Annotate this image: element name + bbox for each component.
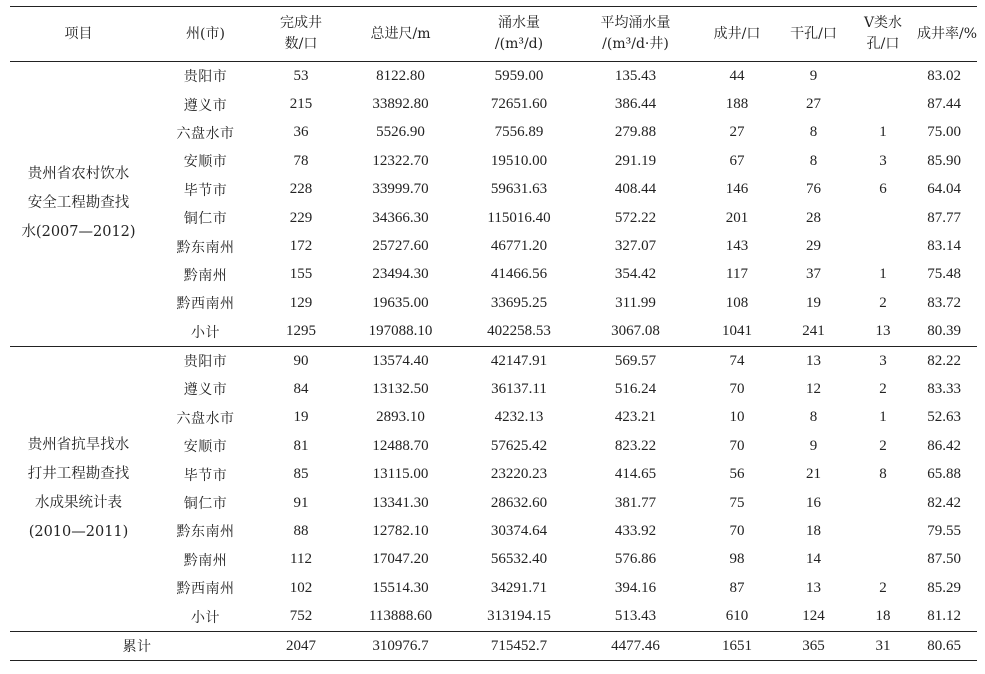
dry-holes-cell: 8 — [809, 152, 818, 169]
dry-holes-cell: 37 — [806, 266, 821, 283]
region-cell: 遵义市 — [183, 97, 228, 114]
water-yield-cell: 115016.40 — [487, 209, 551, 226]
class5-holes-cell: 1 — [879, 266, 887, 283]
water-yield-cell: 57625.42 — [490, 437, 548, 454]
success-rate-cell: 83.33 — [927, 380, 961, 397]
wells-done-cell: 172 — [289, 238, 313, 255]
wells-done-cell: 90 — [293, 352, 309, 369]
class5-holes-cell: 1 — [879, 124, 887, 141]
water-yield-cell: 28632.60 — [490, 494, 548, 511]
header-dry-holes: 干孔/口 — [790, 25, 837, 42]
region-cell: 小计 — [191, 324, 220, 341]
water-yield-cell: 33695.25 — [490, 294, 548, 311]
footage-cell: 13132.50 — [372, 380, 429, 397]
class5-holes-cell: 1 — [879, 409, 887, 426]
success-rate-cell: 52.63 — [927, 409, 961, 426]
footage-cell: 5526.90 — [376, 124, 425, 141]
dry-holes-cell: 21 — [806, 466, 821, 483]
avg-water-yield-cell: 291.19 — [614, 152, 657, 169]
success-rate-cell: 75.00 — [927, 124, 961, 141]
total-water-yield-cell: 715452.7 — [490, 637, 548, 654]
water-yield-cell: 34291.71 — [490, 579, 548, 596]
dry-holes-cell: 241 — [802, 323, 825, 340]
class5-holes-cell: 2 — [879, 437, 887, 454]
dry-holes-cell: 13 — [806, 579, 821, 596]
success-rate-cell: 79.55 — [927, 522, 961, 539]
footage-cell: 113888.60 — [368, 608, 433, 625]
header-wells-ok: 成井/口 — [713, 25, 761, 42]
region-cell: 安顺市 — [183, 154, 228, 171]
wells-ok-cell: 75 — [729, 494, 745, 511]
water-yield-cell: 36137.11 — [491, 380, 547, 397]
wells-ok-cell: 108 — [725, 294, 749, 311]
wells-ok-cell: 10 — [729, 409, 745, 426]
wells-done-cell: 1295 — [286, 323, 316, 340]
avg-water-yield-cell: 311.99 — [615, 294, 656, 311]
total-wells-ok-cell: 1651 — [722, 637, 752, 654]
success-rate-cell: 82.42 — [927, 494, 961, 511]
wells-ok-cell: 74 — [729, 352, 745, 369]
footage-cell: 34366.30 — [372, 209, 429, 226]
header-footage: 总进尺/m — [370, 25, 431, 42]
avg-water-yield-cell: 135.43 — [614, 67, 657, 84]
success-rate-cell: 87.77 — [927, 209, 961, 226]
table-row — [10, 460, 977, 488]
table-row — [10, 62, 977, 91]
region-cell: 铜仁市 — [183, 496, 228, 513]
water-yield-cell: 7556.89 — [494, 124, 544, 141]
success-rate-cell: 87.44 — [927, 96, 961, 113]
table-row — [10, 232, 977, 260]
table-row — [10, 204, 977, 232]
total-label: 累计 — [122, 639, 152, 655]
table-body — [10, 62, 977, 661]
table-row — [10, 375, 977, 403]
footage-cell: 19635.00 — [372, 294, 429, 311]
wells-ok-cell: 146 — [725, 181, 749, 198]
success-rate-cell: 86.42 — [927, 437, 961, 454]
class5-holes-cell — [849, 204, 917, 232]
class5-holes-cell: 13 — [875, 323, 891, 340]
footage-cell: 13115.00 — [372, 466, 429, 483]
avg-water-yield-cell: 386.44 — [614, 96, 657, 113]
region-cell: 黔南州 — [183, 552, 228, 569]
avg-water-yield-cell: 394.16 — [614, 579, 657, 596]
avg-water-yield-cell: 408.44 — [614, 181, 657, 198]
water-yield-cell: 4232.13 — [494, 409, 544, 426]
dry-holes-cell: 18 — [806, 522, 821, 539]
class5-holes-cell — [849, 517, 917, 545]
project-name-cell: 贵州省农村饮水 安全工程勘查找 水(2007—2012) — [21, 166, 136, 241]
table-row — [10, 346, 977, 375]
avg-water-yield-cell: 423.21 — [614, 409, 657, 426]
header-success-rate: 成井率/% — [917, 25, 978, 42]
success-rate-cell: 87.50 — [927, 551, 961, 568]
table-row — [10, 574, 977, 602]
wells-done-cell: 228 — [289, 181, 313, 198]
footage-cell: 33892.80 — [372, 96, 429, 113]
water-yield-cell: 30374.64 — [490, 522, 548, 539]
avg-water-yield-cell: 576.86 — [614, 551, 657, 568]
wells-ok-cell: 87 — [729, 579, 745, 596]
table-row — [10, 517, 977, 545]
class5-holes-cell: 2 — [879, 380, 887, 397]
avg-water-yield-cell: 414.65 — [614, 466, 657, 483]
header-wells-done: 完成井 数/口 — [280, 15, 322, 52]
region-cell: 安顺市 — [183, 439, 228, 456]
wells-done-cell: 85 — [293, 466, 309, 483]
class5-holes-cell: 6 — [879, 181, 887, 198]
table-row — [10, 489, 977, 517]
wells-done-cell: 229 — [289, 209, 313, 226]
region-cell: 贵阳市 — [183, 354, 228, 371]
wells-done-cell: 36 — [293, 124, 309, 141]
footage-cell: 197088.10 — [368, 323, 433, 340]
wells-ok-cell: 1041 — [722, 323, 752, 340]
dry-holes-cell: 16 — [806, 494, 821, 511]
water-yield-cell: 42147.91 — [490, 352, 548, 369]
class5-holes-cell: 2 — [879, 579, 887, 596]
class5-holes-cell — [849, 489, 917, 517]
footage-cell: 33999.70 — [372, 181, 429, 198]
wells-ok-cell: 188 — [725, 96, 749, 113]
class5-holes-cell: 3 — [879, 352, 887, 369]
avg-water-yield-cell: 354.42 — [614, 266, 657, 283]
dry-holes-cell: 29 — [806, 238, 821, 255]
total-wells-done-cell: 2047 — [286, 637, 316, 654]
header-water-yield: 涌水量 /(m³/d) — [494, 15, 544, 52]
region-cell: 铜仁市 — [183, 211, 228, 228]
wells-done-cell: 19 — [293, 409, 309, 426]
success-rate-cell: 82.22 — [927, 352, 961, 369]
dry-holes-cell: 76 — [806, 181, 821, 198]
wells-done-cell: 53 — [293, 67, 309, 84]
footage-cell: 2893.10 — [376, 409, 425, 426]
water-yield-cell: 41466.56 — [490, 266, 548, 283]
wells-ok-cell: 70 — [729, 380, 745, 397]
class5-holes-cell: 18 — [875, 608, 891, 625]
dry-holes-cell: 8 — [809, 409, 818, 426]
water-yield-cell: 5959.00 — [494, 67, 544, 84]
footage-cell: 13341.30 — [372, 494, 429, 511]
dry-holes-cell: 27 — [806, 96, 821, 113]
success-rate-cell: 85.90 — [927, 152, 961, 169]
footage-cell: 12322.70 — [372, 152, 429, 169]
avg-water-yield-cell: 572.22 — [614, 209, 657, 226]
dry-holes-cell: 19 — [806, 294, 821, 311]
class5-holes-cell — [849, 546, 917, 574]
avg-water-yield-cell: 381.77 — [614, 494, 657, 511]
table-row — [10, 176, 977, 204]
header-project: 项目 — [64, 25, 93, 42]
dry-holes-cell: 28 — [806, 209, 821, 226]
wells-ok-cell: 67 — [729, 152, 745, 169]
avg-water-yield-cell: 3067.08 — [611, 323, 660, 340]
success-rate-cell: 83.72 — [927, 294, 961, 311]
avg-water-yield-cell: 433.92 — [614, 522, 657, 539]
wells-done-cell: 91 — [293, 494, 309, 511]
total-footage-cell: 310976.7 — [372, 637, 429, 654]
footage-cell: 12488.70 — [372, 437, 429, 454]
region-cell: 贵阳市 — [183, 69, 228, 86]
table-row — [10, 261, 977, 289]
success-rate-cell: 81.12 — [927, 608, 961, 625]
region-cell: 黔东南州 — [176, 239, 235, 256]
wells-done-cell: 84 — [293, 380, 309, 397]
dry-holes-cell: 14 — [806, 551, 821, 568]
wells-done-cell: 155 — [289, 266, 313, 283]
wells-done-cell: 215 — [289, 96, 313, 113]
table-row — [10, 289, 977, 317]
success-rate-cell: 85.29 — [927, 579, 961, 596]
project-name-cell: 贵州省抗旱找水 打井工程勘查找 水成果统计表 (2010—2011) — [27, 436, 130, 540]
region-cell: 小计 — [191, 609, 220, 626]
class5-holes-cell — [849, 62, 917, 91]
success-rate-cell: 65.88 — [927, 466, 961, 483]
header-avg-water-yield: 平均涌水量 /(m³/d·井) — [600, 15, 671, 52]
wells-done-cell: 112 — [290, 551, 312, 568]
region-cell: 毕节市 — [183, 467, 228, 484]
region-cell: 黔西南州 — [176, 296, 235, 313]
water-yield-cell: 313194.15 — [487, 608, 551, 625]
table-row — [10, 318, 977, 347]
footage-cell: 17047.20 — [372, 551, 429, 568]
region-cell: 黔东南州 — [176, 524, 235, 541]
dry-holes-cell: 9 — [809, 437, 818, 454]
region-cell: 遵义市 — [183, 382, 228, 399]
table-row — [10, 546, 977, 574]
wells-done-cell: 129 — [289, 294, 313, 311]
footage-cell: 25727.60 — [372, 238, 429, 255]
header-class5-holes: V类水 孔/口 — [863, 15, 903, 52]
wells-done-cell: 752 — [289, 608, 313, 625]
total-class5-holes-cell: 31 — [875, 637, 891, 654]
wells-done-cell: 81 — [293, 437, 309, 454]
wells-ok-cell: 117 — [726, 266, 748, 283]
water-yield-cell: 19510.00 — [490, 152, 548, 169]
wells-ok-cell: 44 — [729, 67, 745, 84]
total-dry-holes-cell: 365 — [802, 637, 825, 654]
class5-holes-cell: 3 — [879, 152, 887, 169]
table-row — [10, 90, 977, 118]
dry-holes-cell: 8 — [809, 124, 818, 141]
class5-holes-cell — [849, 232, 917, 260]
success-rate-cell: 83.14 — [927, 238, 961, 255]
water-yield-cell: 56532.40 — [490, 551, 548, 568]
wells-ok-cell: 70 — [729, 437, 745, 454]
class5-holes-cell: 2 — [879, 294, 887, 311]
water-yield-cell: 72651.60 — [490, 96, 548, 113]
water-yield-cell: 402258.53 — [487, 323, 551, 340]
water-yield-cell: 59631.63 — [490, 181, 548, 198]
wells-ok-cell: 56 — [729, 466, 745, 483]
region-cell: 黔南州 — [183, 267, 228, 284]
total-success-rate-cell: 80.65 — [927, 637, 961, 654]
avg-water-yield-cell: 569.57 — [614, 352, 657, 369]
region-cell: 六盘水市 — [176, 125, 235, 142]
avg-water-yield-cell: 516.24 — [614, 380, 657, 397]
wells-done-cell: 78 — [293, 152, 309, 169]
wells-ok-cell: 201 — [725, 209, 749, 226]
success-rate-cell: 80.39 — [927, 323, 961, 340]
region-cell: 黔西南州 — [176, 581, 235, 598]
dry-holes-cell: 13 — [806, 352, 821, 369]
region-cell: 毕节市 — [183, 182, 228, 199]
wells-done-cell: 88 — [293, 522, 309, 539]
total-row — [10, 631, 977, 660]
drilling-statistics-table — [10, 6, 977, 661]
avg-water-yield-cell: 823.22 — [614, 437, 657, 454]
class5-holes-cell — [849, 90, 917, 118]
avg-water-yield-cell: 513.43 — [614, 608, 657, 625]
footage-cell: 15514.30 — [372, 579, 429, 596]
wells-ok-cell: 143 — [725, 238, 749, 255]
footage-cell: 12782.10 — [372, 522, 429, 539]
table-row — [10, 432, 977, 460]
dry-holes-cell: 124 — [802, 608, 825, 625]
success-rate-cell: 75.48 — [927, 266, 961, 283]
table-row — [10, 602, 977, 631]
avg-water-yield-cell: 279.88 — [614, 124, 657, 141]
wells-ok-cell: 27 — [729, 124, 745, 141]
wells-ok-cell: 70 — [729, 522, 745, 539]
success-rate-cell: 83.02 — [927, 67, 961, 84]
water-yield-cell: 23220.23 — [490, 466, 548, 483]
dry-holes-cell: 9 — [809, 67, 818, 84]
dry-holes-cell: 12 — [806, 380, 821, 397]
region-cell: 六盘水市 — [176, 410, 235, 427]
success-rate-cell: 64.04 — [927, 181, 961, 198]
table-header-row — [10, 7, 977, 62]
footage-cell: 23494.30 — [372, 266, 429, 283]
avg-water-yield-cell: 327.07 — [614, 238, 657, 255]
table-row — [10, 147, 977, 175]
total-avg-water-yield-cell: 4477.46 — [611, 637, 660, 654]
footage-cell: 8122.80 — [376, 67, 425, 84]
table-row — [10, 119, 977, 147]
wells-ok-cell: 610 — [725, 608, 749, 625]
wells-ok-cell: 98 — [729, 551, 745, 568]
class5-holes-cell: 8 — [879, 466, 887, 483]
wells-done-cell: 102 — [289, 579, 313, 596]
table-row — [10, 404, 977, 432]
header-region: 州(市) — [186, 25, 225, 42]
water-yield-cell: 46771.20 — [490, 238, 548, 255]
footage-cell: 13574.40 — [372, 352, 429, 369]
